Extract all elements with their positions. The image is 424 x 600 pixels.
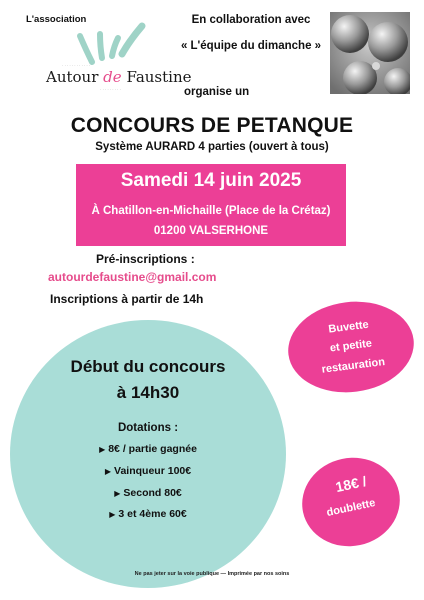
logo-wordmark [46, 68, 192, 86]
dotations-title: Dotations : [117, 422, 179, 434]
contact-email: autourdefaustine@gmail.com [48, 270, 217, 284]
bullet-arrow-icon: ▶ [109, 510, 116, 519]
bullet-arrow-icon: ▶ [104, 467, 112, 476]
logo-word-faustine: Faustine [126, 68, 192, 86]
buvette-line-3: restauration [320, 355, 386, 376]
prize-label: 3 et 4ème 60€ [118, 508, 187, 520]
logo-word-autour: Autour [46, 68, 99, 86]
logo-strokes-icon [40, 20, 180, 70]
organise-label: organise un [184, 86, 250, 98]
prize-item [10, 508, 286, 520]
petanque-balls-photo [330, 12, 410, 94]
buvette-line-1: Buvette [327, 318, 370, 336]
buvette-line-2: et petite [329, 337, 373, 355]
preregistration-label: Pré-inscriptions : [96, 252, 195, 266]
event-title: CONCOURS DE PETANQUE [70, 114, 354, 137]
prize-item [10, 487, 286, 499]
registration-time: Inscriptions à partir de 14h [50, 292, 204, 306]
logo-decor-line: · · · · · · · · · · · · [62, 63, 91, 68]
start-line-2: à 14h30 [116, 383, 180, 402]
prize-label: 8€ / partie gagnée [108, 443, 197, 455]
start-line-1: Début du concours [70, 357, 226, 376]
bullet-arrow-icon: ▶ [99, 445, 106, 454]
event-subtitle: Système AURARD 4 parties (ouvert à tous) [95, 141, 329, 153]
collaboration-line-1: En collaboration avec [191, 14, 311, 26]
event-place: À Chatillon-en-Michaille (Place de la Crétaz) [91, 205, 331, 217]
petanque-balls-icon [330, 12, 410, 94]
event-city: 01200 VALSERHONE [153, 225, 269, 237]
association-label: L'association [26, 14, 87, 25]
prize-label: Second 80€ [123, 487, 182, 499]
bullet-arrow-icon: ▶ [114, 489, 121, 498]
prize-label: Vainqueur 100€ [114, 465, 192, 477]
association-logo [40, 20, 192, 100]
event-date: Samedi 14 juin 2025 [120, 170, 302, 191]
collaboration-line-2: « L'équipe du dimanche » [180, 40, 322, 52]
logo-decor-line-2: · · · · · · · · · [100, 87, 121, 92]
footer-notice: Ne pas jeter sur la voie publique — Imprimée par nos soins [134, 571, 290, 577]
prize-item [10, 443, 286, 455]
logo-word-de: de [103, 68, 122, 86]
price-unit: doublette [325, 496, 377, 520]
prize-item [10, 465, 286, 477]
price-amount: 18€ / [334, 472, 368, 496]
